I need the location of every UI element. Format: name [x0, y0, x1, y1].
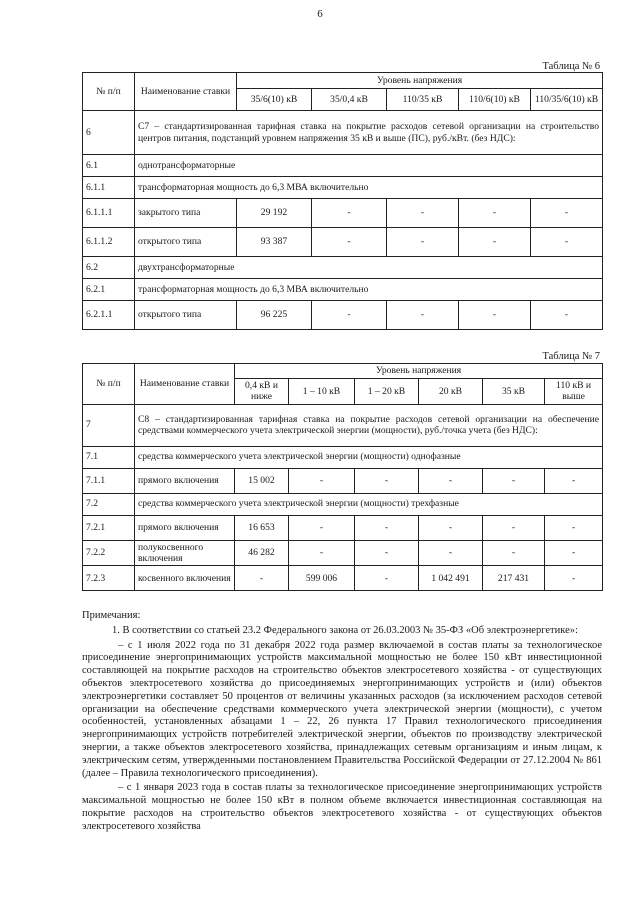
cell-value: -: [545, 540, 603, 566]
notes-paragraph: – с 1 января 2023 года в состав платы за технологическое присоединение энергопринимающих устройств максимальной мощностью не более 150 кВт в полном объеме включается инвестиционная составляющая на покрытие расходов на строительство объектов электросетевого хозяйства - от существующих объектов электросетевого хозяйства: [82, 782, 602, 832]
cell-value: -: [459, 199, 531, 228]
row-num: 6.2.1: [83, 279, 135, 301]
level-header: 1 – 10 кВ: [289, 379, 355, 405]
cell-value: 15 002: [235, 468, 289, 493]
table-row: [83, 228, 603, 257]
row-num: 6.1.1.2: [83, 228, 135, 257]
table-row: [83, 468, 603, 493]
rate-title: С8 – стандартизированная тарифная ставка на покрытие расходов сетевой организации на обеспечение средствами коммерческого учета электрической энергии (мощности), руб./точка учета (без НДС):: [135, 404, 603, 446]
table-row: [83, 111, 603, 155]
page-number: 6: [317, 8, 323, 20]
cell-value: 96 225: [237, 301, 312, 330]
row-num: 6: [83, 111, 135, 155]
level-header: 110 кВ и выше: [545, 379, 603, 405]
row-name: открытого типа: [135, 301, 237, 330]
table-6: [82, 72, 603, 330]
level-header: 35 кВ: [483, 379, 545, 405]
level-header: 110/35/6(10) кВ: [531, 89, 603, 111]
row-name: закрытого типа: [135, 199, 237, 228]
cell-value: -: [545, 468, 603, 493]
level-header: 20 кВ: [419, 379, 483, 405]
cell-value: -: [531, 301, 603, 330]
cell-value: -: [483, 540, 545, 566]
col-header-name: Наименование ставки: [135, 73, 237, 111]
cell-value: -: [419, 468, 483, 493]
notes-paragraph: – с 1 июля 2022 года по 31 декабря 2022 года размер включаемой в состав платы за технологическое присоединение энергопринимающих устройств максимальной мощностью не более 150 кВт инвестиционной составляющей на покрытие расходов на строительство объектов электросетевого хозяйства - от существующих объектов электросетевого хозяйства до присоединяемых энергопринимающих устройств и (или) объектов электроэнергетики составляет 50 процентов от величины указанных расходов (за исключением расходов сетевой организации на обеспечение средствами коммерческого учета электрической энергии (мощности), с учетом особенностей, установленных абзацами 1 – 22, 26 пункта 17 Правил технологического присоединения энергопринимающих устройств потребителей электрической энергии, объектов по производству электрической энергии, а также объектов электросетевого хозяйства, принадлежащих сетевым организациям и иным лицам, к электрическим сетям, утвержденными постановлением Правительства Российской Федерации от 27.12.2004 № 861 (далее – Правила технологического присоединения).: [82, 639, 602, 779]
cell-value: -: [312, 228, 387, 257]
row-num: 7.2.1: [83, 515, 135, 540]
row-name: косвенного включения: [135, 566, 235, 591]
cell-value: -: [387, 228, 459, 257]
cell-value: -: [289, 540, 355, 566]
cell-value: -: [312, 199, 387, 228]
col-header-voltage-level: Уровень напряжения: [235, 364, 603, 379]
cell-value: -: [387, 199, 459, 228]
cell-value: -: [387, 301, 459, 330]
table-row: [83, 301, 603, 330]
cell-value: -: [355, 468, 419, 493]
cell-value: -: [483, 515, 545, 540]
table-row: [83, 257, 603, 279]
row-num: 6.2.1.1: [83, 301, 135, 330]
cell-value: -: [312, 301, 387, 330]
level-header: 110/35 кВ: [387, 89, 459, 111]
row-num: 6.1.1.1: [83, 199, 135, 228]
table-row: [83, 199, 603, 228]
row-num: 6.2: [83, 257, 135, 279]
cell-value: -: [419, 540, 483, 566]
row-num: 7.2: [83, 493, 135, 515]
cell-value: -: [289, 515, 355, 540]
row-num: 6.1: [83, 155, 135, 177]
table-row: [83, 515, 603, 540]
table-row: [83, 566, 603, 591]
row-num: 7.2.3: [83, 566, 135, 591]
level-header: 35/6(10) кВ: [237, 89, 312, 111]
table-row: [83, 540, 603, 566]
level-header: 110/6(10) кВ: [459, 89, 531, 111]
cell-value: -: [355, 515, 419, 540]
level-header: 1 – 20 кВ: [355, 379, 419, 405]
cell-value: -: [355, 540, 419, 566]
notes-heading: Примечания:: [82, 610, 141, 621]
cell-value: -: [531, 228, 603, 257]
cell-value: -: [545, 515, 603, 540]
row-text: однотрансформаторные: [135, 155, 603, 177]
notes-paragraph: 1. В соответствии со статьей 23.2 Федерального закона от 26.03.2003 № 35-ФЗ «Об электроэнергетике»:: [112, 624, 578, 636]
cell-value: -: [531, 199, 603, 228]
col-header-name: Наименование ставки: [135, 364, 235, 405]
table-row: [83, 279, 603, 301]
row-num: 6.1.1: [83, 177, 135, 199]
col-header-num: № п/п: [83, 73, 135, 111]
row-num: 7.1.1: [83, 468, 135, 493]
table-7: [82, 363, 603, 591]
notes-section: [82, 610, 602, 834]
row-text: трансформаторная мощность до 6,3 МВА включительно: [135, 279, 603, 301]
cell-value: 599 006: [289, 566, 355, 591]
col-header-voltage-level: Уровень напряжения: [237, 73, 603, 89]
level-header: 35/0,4 кВ: [312, 89, 387, 111]
cell-value: -: [355, 566, 419, 591]
row-num: 7.1: [83, 446, 135, 468]
col-header-num: № п/п: [83, 364, 135, 405]
cell-value: -: [459, 228, 531, 257]
cell-value: -: [483, 468, 545, 493]
cell-value: 46 282: [235, 540, 289, 566]
cell-value: -: [459, 301, 531, 330]
cell-value: 16 653: [235, 515, 289, 540]
row-text: средства коммерческого учета электрической энергии (мощности) однофазные: [135, 446, 603, 468]
level-header: 0,4 кВ и ниже: [235, 379, 289, 405]
row-name: прямого включения: [135, 515, 235, 540]
table-row: [83, 155, 603, 177]
cell-value: -: [289, 468, 355, 493]
cell-value: -: [545, 566, 603, 591]
table-row: [83, 493, 603, 515]
cell-value: 1 042 491: [419, 566, 483, 591]
table-6-caption: Таблица № 6: [542, 61, 600, 72]
row-text: трансформаторная мощность до 6,3 МВА включительно: [135, 177, 603, 199]
row-name: открытого типа: [135, 228, 237, 257]
row-num: 7.2.2: [83, 540, 135, 566]
cell-value: -: [419, 515, 483, 540]
table-7-caption: Таблица № 7: [542, 351, 600, 362]
table-row: [83, 404, 603, 446]
row-name: прямого включения: [135, 468, 235, 493]
row-text: средства коммерческого учета электрической энергии (мощности) трехфазные: [135, 493, 603, 515]
row-num: 7: [83, 404, 135, 446]
row-text: двухтрансформаторные: [135, 257, 603, 279]
cell-value: -: [235, 566, 289, 591]
cell-value: 217 431: [483, 566, 545, 591]
table-row: [83, 177, 603, 199]
cell-value: 29 192: [237, 199, 312, 228]
table-row: [83, 446, 603, 468]
row-name: полукосвенного включения: [135, 540, 235, 566]
cell-value: 93 387: [237, 228, 312, 257]
rate-title: С7 – стандартизированная тарифная ставка на покрытие расходов сетевой организации на строительство центров питания, подстанций уровнем напряжения 35 кВ и выше (ПС), руб./кВт. (без НДС):: [135, 111, 603, 155]
